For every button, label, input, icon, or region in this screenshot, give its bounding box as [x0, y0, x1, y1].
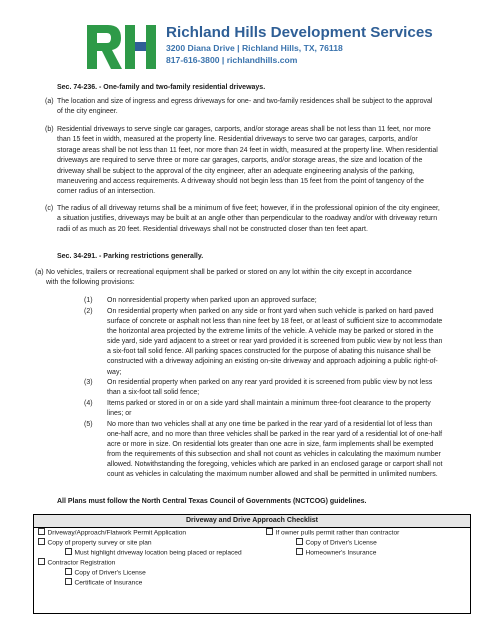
checklist-subitem[interactable]: Copy of Driver's License: [296, 538, 377, 549]
paragraph-label: (b): [45, 126, 54, 133]
org-address: 3200 Diana Drive | Richland Hills, TX, 76118: [166, 43, 343, 53]
paragraph-a: [45, 97, 435, 118]
provision-number: (4): [84, 400, 93, 407]
paragraph-label: (a): [45, 98, 54, 105]
checkbox-icon[interactable]: [65, 548, 72, 555]
checklist-item[interactable]: Driveway/Approach/Flatwork Permit Application: [38, 528, 186, 539]
checkbox-icon[interactable]: [65, 578, 72, 585]
provision-5: [84, 420, 447, 481]
org-info: [166, 24, 433, 66]
checkbox-icon[interactable]: [266, 528, 273, 535]
paragraph-b: [45, 125, 442, 198]
section-title: Sec. 34-291. - Parking restrictions generally.: [57, 253, 204, 260]
provision-text: On nonresidential property when parked upon an approved surface;: [107, 297, 317, 304]
provision-4: [84, 399, 447, 419]
rh-logo-icon: [84, 22, 160, 72]
checklist-item[interactable]: Contractor Registration: [38, 558, 115, 569]
provision-number: (1): [84, 297, 93, 304]
org-contact: 817-616-3800 | richlandhills.com: [166, 55, 298, 65]
provision-2: [84, 307, 447, 378]
paragraph-label: (c): [45, 205, 54, 212]
checkbox-icon[interactable]: [296, 548, 303, 555]
checklist-subitem[interactable]: Copy of Driver's License: [65, 568, 146, 579]
paragraph-intro: [35, 268, 426, 289]
checklist-subitem[interactable]: Homeowner's Insurance: [296, 548, 376, 559]
paragraph-text: The radius of all driveway returns shall be a minimum of five feet; however, if in the professional opinion of the city engineer, a situation justifies, driveways may be built at an angle other than perpendicular to the roadway and/or with driveway return radii of as much as 20 feet. Residential driveways shall not be constructed closer than ten feet apart.: [57, 205, 440, 233]
checklist-item[interactable]: Copy of property survey or site plan: [38, 538, 152, 549]
provision-text: On residential property when parked on any side or front yard when such vehicle is parked on hard paved surface of concrete or asphalt not less than nine feet by 18 feet, or at least of sufficient size to accommodate the horizontal area projected by the extreme limits of the vehicle. A vehicle may be parked or stored in the side yard, side yard adjacent to a street or rear yard provided it is screened from public view by not less than a six-foot tall solid fence. All parking spaces constructed for the purpose of abating this nuisance shall be constructed with a driveway adjoining an existing on-site driveway and approach adjoining a public right-of-way;: [107, 308, 443, 376]
paragraph-text: The location and size of ingress and egress driveways for one- and two-family residences shall be subject to the approval of the city engineer.: [57, 98, 433, 116]
paragraph-label: (a): [35, 269, 44, 276]
org-name: Richland Hills Development Services: [166, 24, 433, 41]
driveway-checklist: [33, 514, 471, 614]
plans-note: All Plans must follow the North Central Texas Council of Governments (NCTCOG) guidelines.: [57, 498, 367, 505]
checklist-subitem[interactable]: Certificate of Insurance: [65, 578, 142, 589]
provision-text: Items parked or stored in or on a side yard shall maintain a minimum three-foot clearance to the property lines; or: [107, 400, 431, 418]
provision-text: No more than two vehicles shall at any one time be parked in the rear yard of a residential lot of less than one-half acre, and no more than three vehicles shall be parked in the rear yard of a residential lot of one-half acre or more in size. On residential lots greater than one acre in size, farm implements shall be exempted from the requirements of this subsection and shall not count as vehicles in calculating the maximum number allowed. Notwithstanding the foregoing, vehicles which are parked in an enclosed garage or carport shall not count as vehicles in calculating the maximum number allowed and shall be permitted in unlimited numbers.: [107, 421, 443, 479]
checkbox-icon[interactable]: [65, 568, 72, 575]
checkbox-icon[interactable]: [38, 538, 45, 545]
provision-3: [84, 378, 447, 398]
checklist-item[interactable]: If owner pulls permit rather than contractor: [266, 528, 399, 539]
provision-number: (2): [84, 308, 93, 315]
checklist-subitem[interactable]: Must highlight driveway location being placed or replaced: [65, 548, 242, 559]
paragraph-text: No vehicles, trailers or recreational equipment shall be parked or stored on any lot within the city except in accordance with the following provisions:: [46, 269, 412, 287]
paragraph-c: [45, 204, 443, 235]
section-title: Sec. 74-236. - One-family and two-family residential driveways.: [57, 84, 266, 91]
paragraph-text: Residential driveways to serve single car garages, carports, and/or storage areas shall be not less than 11 feet, nor more than 15 feet in width, measured at the property line. Residential driveways to serve two car garages, carports, and/or storage areas shall be not less than 11 feet, nor more than 24 feet in width, measured at the property line. When residential driveways are required to serve three or more car garages, carports, and/or storage areas, the size and location of the driveway shall be subject to the approval of the city engineer, after an adequate engineering analysis of the parking, maneuvering and access requirements. A driveway should not begin less than 15 feet from the point of tangency of the corner radius of an intersection.: [57, 126, 438, 196]
checkbox-icon[interactable]: [296, 538, 303, 545]
checkbox-icon[interactable]: [38, 528, 45, 535]
provision-number: (3): [84, 379, 93, 386]
provision-1: [84, 296, 447, 306]
checkbox-icon[interactable]: [38, 558, 45, 565]
checklist-title: Driveway and Drive Approach Checklist: [34, 515, 470, 528]
provision-number: (5): [84, 421, 93, 428]
provision-text: On residential property when parked on any rear yard provided it is screened from public view by not less than a six-foot tall solid fence;: [107, 379, 433, 397]
